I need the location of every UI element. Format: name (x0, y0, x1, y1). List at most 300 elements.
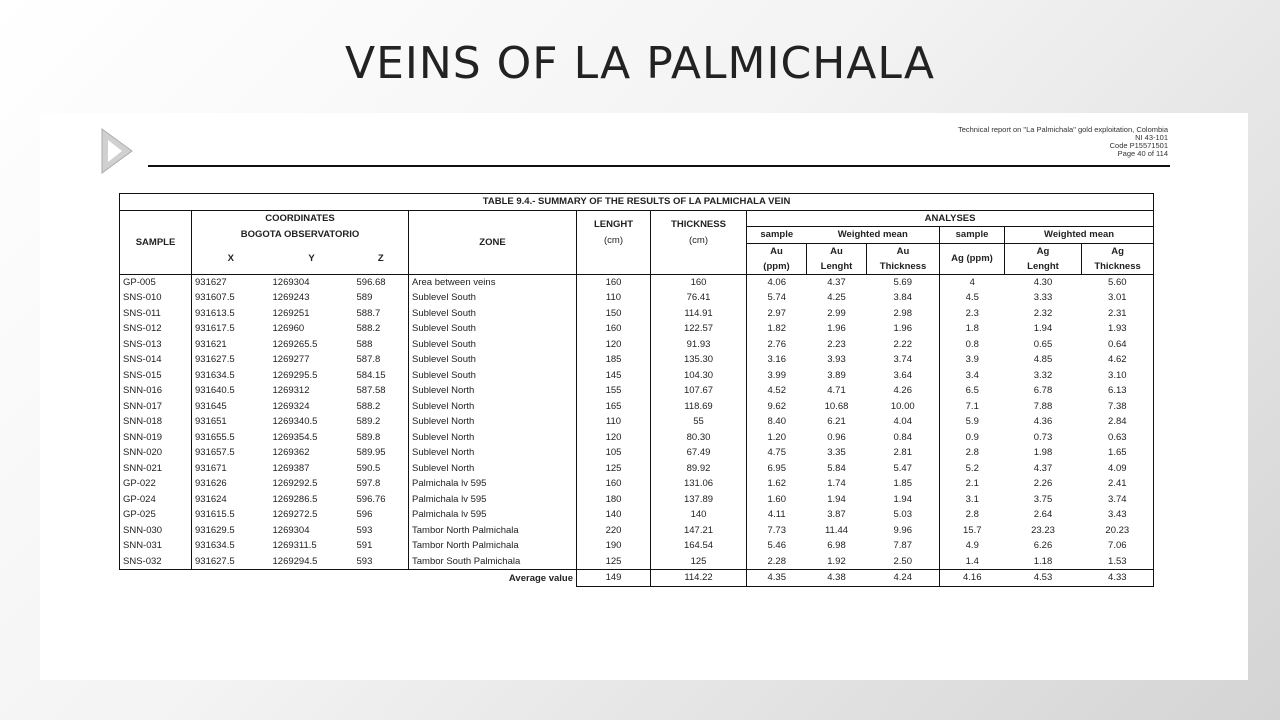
cell-ag-ppm: 6.5 (965, 385, 979, 397)
cell-ag-thickness: 2.41 (1082, 476, 1154, 492)
table-row (120, 290, 1199, 306)
table-row (120, 368, 1199, 384)
cell-ag-length: 1.98 (1033, 447, 1053, 459)
cell-x: 931627.5 (195, 354, 235, 366)
cell-length: 145 (577, 368, 651, 384)
cell-au-ppm: 5.46 (767, 540, 786, 552)
header-ag-thickness-bottom: Thickness (1094, 260, 1141, 272)
cell-ag-thickness: 2.84 (1082, 414, 1154, 430)
header-length-label: LENGHT (593, 218, 634, 230)
cell-z: 589.2 (354, 414, 409, 430)
cell-ag-length: 2.26 (1033, 478, 1053, 490)
cell-zone: Tambor South Palmichala (409, 554, 577, 570)
cell-length: 190 (577, 538, 651, 554)
cell-sample: SNN-030 (120, 523, 192, 539)
cell-x: 931634.5 (195, 369, 235, 381)
cell-zone: Sublevel North (409, 383, 577, 399)
header-length-unit: (cm) (604, 234, 623, 246)
cell-ag-length: 3.33 (1033, 292, 1053, 304)
cell-au-thickness: 2.98 (867, 306, 940, 322)
header-analyses: ANALYSES (747, 210, 1154, 227)
cell-au-ppm: 3.99 (767, 369, 786, 381)
header-bogota: BOGOTA OBSERVATORIO (192, 227, 409, 244)
cell-ag-thickness: 5.60 (1082, 274, 1154, 290)
average-length: 149 (577, 570, 651, 587)
cell-length: 150 (577, 306, 651, 322)
cell-z: 587.8 (354, 352, 409, 368)
header-z: Z (354, 243, 409, 274)
cell-x: 931671 (195, 462, 227, 474)
header-au-length-bottom: Lenght (820, 260, 853, 272)
cell-zone: Palmichala lv 595 (409, 507, 577, 523)
cell-thickness: 80.30 (651, 430, 747, 446)
cell-thickness: 137.89 (651, 492, 747, 508)
cell-zone: Sublevel North (409, 461, 577, 477)
header-au-weighted: Weighted mean (807, 227, 940, 244)
cell-au-thickness: 2.81 (867, 445, 940, 461)
cell-ag-thickness: 7.06 (1082, 538, 1154, 554)
cell-au-length: 3.89 (827, 369, 846, 381)
cell-y: 1269362 (272, 447, 310, 459)
table-row (120, 538, 1199, 554)
cell-au-thickness: 3.74 (867, 352, 940, 368)
cell-ag-ppm: 0.8 (965, 338, 979, 350)
cell-ag-ppm: 2.8 (965, 447, 979, 459)
header-au-ppm (747, 243, 807, 274)
header-au-sample: sample (747, 227, 807, 244)
header-ag-length-bottom: Lenght (1027, 260, 1059, 272)
cell-ag-ppm: 3.9 (965, 354, 979, 366)
cell-y: 1269292.5 (272, 478, 318, 490)
cell-thickness: 160 (651, 274, 747, 290)
cell-ag-length: 0.73 (1033, 431, 1053, 443)
cell-sample: SNN-031 (120, 538, 192, 554)
cell-au-length: 3.35 (827, 447, 846, 459)
cell-au-length: 10.68 (824, 400, 849, 412)
cell-au-ppm: 3.16 (767, 354, 786, 366)
cell-ag-thickness: 7.38 (1082, 399, 1154, 415)
cell-length: 160 (577, 274, 651, 290)
cell-ag-ppm: 5.9 (965, 416, 979, 428)
cell-z: 584.15 (354, 368, 409, 384)
cell-au-ppm: 1.20 (767, 431, 786, 443)
cell-length: 155 (577, 383, 651, 399)
cell-z: 596 (354, 507, 409, 523)
cell-zone: Sublevel South (409, 368, 577, 384)
cell-ag-ppm: 5.2 (965, 462, 979, 474)
cell-y: 1269251 (272, 307, 310, 319)
cell-x: 931617.5 (195, 323, 235, 335)
table-row (120, 554, 1199, 570)
cell-au-thickness: 1.94 (867, 492, 940, 508)
header-rule (148, 165, 1170, 167)
header-thickness (651, 210, 747, 274)
cell-ag-thickness: 20.23 (1082, 523, 1154, 539)
cell-y: 1269286.5 (272, 493, 318, 505)
cell-y: 1269295.5 (272, 369, 318, 381)
cell-sample: SNS-011 (120, 306, 192, 322)
cell-thickness: 114.91 (651, 306, 747, 322)
cell-ag-thickness: 0.64 (1082, 337, 1154, 353)
cell-y: 1269265.5 (272, 338, 318, 350)
cell-au-ppm: 5.74 (767, 292, 786, 304)
cell-zone: Sublevel South (409, 321, 577, 337)
cell-x: 931626 (195, 478, 227, 490)
cell-thickness: 125 (651, 554, 747, 570)
cell-au-ppm: 9.62 (767, 400, 786, 412)
cell-ag-length: 23.23 (1031, 524, 1055, 536)
cell-ag-ppm: 3.1 (965, 493, 979, 505)
cell-ag-length: 7.88 (1033, 400, 1053, 412)
cell-x: 931627 (195, 276, 227, 288)
cell-au-thickness: 2.50 (867, 554, 940, 570)
header-length (577, 210, 651, 274)
cell-x: 931621 (195, 338, 227, 350)
table-row (120, 306, 1199, 322)
header-x: X (192, 243, 270, 274)
cell-au-length: 1.92 (807, 554, 867, 570)
header-ag-length (1005, 243, 1082, 274)
cell-x: 931645 (195, 400, 227, 412)
table-body (120, 274, 1199, 586)
report-header (668, 126, 1168, 158)
table-row (120, 352, 1199, 368)
cell-sample: SNS-015 (120, 368, 192, 384)
cell-sample: SNS-014 (120, 352, 192, 368)
summary-table-wrapper (119, 193, 1198, 587)
cell-ag-ppm: 7.1 (965, 400, 979, 412)
cell-sample: SNN-019 (120, 430, 192, 446)
table-row (120, 461, 1199, 477)
cell-sample: SNS-013 (120, 337, 192, 353)
cell-zone: Palmichala lv 595 (409, 492, 577, 508)
cell-ag-thickness: 3.43 (1082, 507, 1154, 523)
cell-zone: Sublevel North (409, 399, 577, 415)
average-row (120, 570, 1199, 587)
cell-ag-length: 3.32 (1033, 369, 1053, 381)
document-page (40, 113, 1248, 680)
cell-thickness: 164.54 (651, 538, 747, 554)
cell-ag-thickness: 4.09 (1082, 461, 1154, 477)
cell-thickness: 91.93 (651, 337, 747, 353)
average-ag-ppm: 4.16 (940, 570, 1005, 587)
cell-ag-ppm: 1.8 (965, 323, 979, 335)
table-row (120, 476, 1199, 492)
cell-au-ppm: 8.40 (767, 416, 786, 428)
cell-sample: GP-022 (120, 476, 192, 492)
table-row (120, 414, 1199, 430)
header-au-thickness-top: Au (896, 245, 910, 257)
cell-z: 597.8 (354, 476, 409, 492)
cell-z: 593 (354, 523, 409, 539)
cell-thickness: 147.21 (651, 523, 747, 539)
table-caption: TABLE 9.4.- SUMMARY OF THE RESULTS OF LA PALMICHALA VEIN (120, 194, 1154, 211)
cell-ag-length: 3.75 (1033, 493, 1053, 505)
average-au-thickness: 4.24 (867, 570, 940, 587)
cell-au-thickness: 3.64 (867, 368, 940, 384)
cell-au-thickness: 9.96 (867, 523, 940, 539)
cell-au-ppm: 2.28 (747, 554, 807, 570)
cell-au-ppm: 2.76 (767, 338, 786, 350)
cell-z: 588.2 (354, 321, 409, 337)
cell-au-length: 0.96 (827, 431, 846, 443)
cell-au-length: 4.25 (827, 292, 846, 304)
header-ag-sample: sample (940, 227, 1005, 244)
table-row (120, 430, 1199, 446)
cell-length: 160 (577, 476, 651, 492)
cell-ag-ppm: 0.9 (965, 431, 979, 443)
cell-zone: Sublevel South (409, 352, 577, 368)
cell-au-thickness: 4.04 (867, 414, 940, 430)
cell-length: 125 (577, 461, 651, 477)
cell-ag-length: 0.65 (1033, 338, 1053, 350)
cell-ag-ppm: 2.3 (965, 307, 979, 319)
cell-sample: SNN-017 (120, 399, 192, 415)
header-au-ppm-top: Au (770, 245, 783, 257)
cell-au-length: 2.23 (827, 338, 846, 350)
cell-au-thickness: 2.22 (867, 337, 940, 353)
summary-table (119, 193, 1199, 587)
cell-au-ppm: 1.60 (767, 493, 786, 505)
cell-y: 1269311.5 (272, 540, 317, 552)
cell-zone: Tambor North Palmichala (409, 538, 577, 554)
cell-z: 596.68 (354, 274, 409, 290)
cell-thickness: 131.06 (651, 476, 747, 492)
cell-x: 931613.5 (195, 307, 235, 319)
header-sample: SAMPLE (120, 210, 192, 274)
cell-au-thickness: 5.47 (867, 461, 940, 477)
report-logo-icon (98, 125, 138, 177)
cell-ag-thickness: 3.74 (1082, 492, 1154, 508)
cell-au-ppm: 4.11 (767, 509, 786, 521)
cell-x: 931657.5 (195, 447, 235, 459)
cell-x: 931629.5 (195, 524, 235, 536)
table-row (120, 523, 1199, 539)
report-code-line: Code P15571501 (1109, 141, 1168, 150)
cell-ag-thickness: 1.53 (1082, 554, 1154, 570)
cell-length: 120 (577, 337, 651, 353)
header-thickness-unit: (cm) (689, 234, 708, 246)
cell-au-ppm: 1.82 (767, 323, 786, 335)
cell-sample: SNN-020 (120, 445, 192, 461)
cell-z: 589.8 (354, 430, 409, 446)
average-ag-thickness: 4.33 (1082, 570, 1154, 587)
cell-ag-thickness: 1.65 (1082, 445, 1154, 461)
table-row (120, 399, 1199, 415)
cell-ag-ppm: 1.4 (940, 554, 1005, 570)
cell-au-thickness: 7.87 (867, 538, 940, 554)
cell-au-ppm: 4.52 (767, 385, 786, 397)
cell-thickness: 135.30 (651, 352, 747, 368)
header-au-length (807, 243, 867, 274)
cell-au-ppm: 6.95 (767, 462, 786, 474)
cell-zone: Sublevel North (409, 445, 577, 461)
cell-au-length: 6.21 (827, 416, 846, 428)
cell-au-length: 1.96 (827, 323, 846, 335)
slide-title: VEINS OF LA PALMICHALA (344, 38, 936, 89)
cell-thickness: 122.57 (651, 321, 747, 337)
cell-length: 185 (577, 352, 651, 368)
cell-zone: Sublevel South (409, 337, 577, 353)
cell-ag-length: 4.37 (1033, 462, 1053, 474)
cell-ag-length: 4.36 (1033, 416, 1053, 428)
cell-au-thickness: 1.85 (867, 476, 940, 492)
table-row (120, 445, 1199, 461)
header-au-thickness-bottom: Thickness (879, 260, 927, 272)
cell-ag-ppm: 2.1 (965, 478, 979, 490)
cell-y: 1269354.5 (272, 431, 318, 443)
table-row (120, 492, 1199, 508)
cell-au-thickness: 0.84 (867, 430, 940, 446)
cell-length: 165 (577, 399, 651, 415)
cell-x: 931655.5 (195, 431, 235, 443)
cell-au-ppm: 4.06 (767, 276, 786, 288)
cell-zone: Area between veins (409, 274, 577, 290)
cell-ag-length: 4.85 (1033, 354, 1053, 366)
cell-ag-thickness: 0.63 (1082, 430, 1154, 446)
cell-z: 588.7 (354, 306, 409, 322)
cell-au-ppm: 7.73 (767, 524, 786, 536)
cell-zone: Sublevel North (409, 430, 577, 446)
cell-length: 105 (577, 445, 651, 461)
cell-sample: SNN-018 (120, 414, 192, 430)
cell-au-length: 3.93 (827, 354, 846, 366)
cell-sample: GP-025 (120, 507, 192, 523)
average-au-length: 4.38 (807, 570, 867, 587)
header-ag-thickness (1082, 243, 1154, 274)
cell-x: 931607.5 (195, 292, 235, 304)
cell-sample: SNS-012 (120, 321, 192, 337)
header-ag-thickness-top: Ag (1111, 245, 1124, 257)
header-au-thickness (867, 243, 940, 274)
cell-length: 160 (577, 321, 651, 337)
cell-au-length: 3.87 (827, 509, 846, 521)
header-thickness-label: THICKNESS (671, 218, 726, 230)
cell-au-length: 2.99 (827, 307, 846, 319)
cell-ag-length: 6.26 (1033, 540, 1053, 552)
cell-thickness: 89.92 (651, 461, 747, 477)
cell-ag-length: 1.94 (1033, 323, 1053, 335)
cell-au-length: 5.84 (827, 462, 846, 474)
cell-au-ppm: 4.75 (767, 447, 786, 459)
report-title-line: Technical report on "La Palmichala" gold exploitation, Colombia (957, 125, 1168, 134)
cell-z: 587.58 (354, 383, 409, 399)
average-au-ppm: 4.35 (747, 570, 807, 587)
cell-au-thickness: 3.84 (867, 290, 940, 306)
cell-y: 1269304 (272, 276, 310, 288)
cell-sample: SNS-010 (120, 290, 192, 306)
header-ag-length-top: Ag (1036, 245, 1050, 257)
table-row (120, 383, 1199, 399)
cell-au-thickness: 5.03 (867, 507, 940, 523)
cell-x: 931651 (195, 416, 227, 428)
cell-sample: SNN-016 (120, 383, 192, 399)
cell-z: 588.2 (354, 399, 409, 415)
cell-ag-ppm: 15.7 (963, 524, 982, 536)
cell-z: 589 (354, 290, 409, 306)
cell-au-thickness: 4.26 (867, 383, 940, 399)
table-row (120, 337, 1199, 353)
cell-length: 125 (577, 554, 651, 570)
cell-x: 931634.5 (195, 540, 235, 552)
header-ag-ppm: Ag (ppm) (940, 243, 1005, 274)
cell-length: 180 (577, 492, 651, 508)
cell-sample: GP-024 (120, 492, 192, 508)
cell-sample: SNN-021 (120, 461, 192, 477)
cell-y: 1269340.5 (272, 416, 318, 428)
cell-au-ppm: 1.62 (767, 478, 786, 490)
cell-ag-length: 2.32 (1033, 307, 1053, 319)
cell-ag-length: 6.78 (1033, 385, 1053, 397)
cell-au-length: 4.37 (827, 276, 846, 288)
cell-ag-length: 4.30 (1033, 276, 1053, 288)
cell-au-ppm: 2.97 (767, 307, 786, 319)
cell-y: 1269272.5 (272, 509, 318, 521)
cell-z: 596.76 (354, 492, 409, 508)
cell-thickness: 104.30 (651, 368, 747, 384)
cell-au-length: 6.98 (827, 540, 846, 552)
cell-length: 220 (577, 523, 651, 539)
cell-y: 1269387 (272, 462, 310, 474)
cell-length: 110 (577, 290, 651, 306)
header-au-ppm-bottom: (ppm) (763, 260, 790, 272)
cell-au-length: 11.44 (824, 524, 849, 536)
cell-au-length: 1.74 (827, 478, 846, 490)
cell-thickness: 67.49 (651, 445, 747, 461)
cell-thickness: 140 (651, 507, 747, 523)
cell-zone: Sublevel North (409, 414, 577, 430)
cell-ag-thickness: 1.93 (1082, 321, 1154, 337)
cell-length: 110 (577, 414, 651, 430)
cell-x: 931624 (195, 493, 227, 505)
cell-ag-thickness: 3.01 (1082, 290, 1154, 306)
cell-zone: Tambor North Palmichala (409, 523, 577, 539)
cell-ag-ppm: 4.9 (965, 540, 979, 552)
cell-sample: SNS-032 (120, 554, 192, 570)
average-thickness: 114.22 (651, 570, 747, 587)
cell-y: 1269324 (272, 400, 310, 412)
cell-length: 120 (577, 430, 651, 446)
cell-ag-thickness: 3.10 (1082, 368, 1154, 384)
cell-thickness: 55 (651, 414, 747, 430)
cell-x: 931627.5 (192, 554, 270, 570)
cell-sample: GP-005 (120, 274, 192, 290)
cell-z: 593 (354, 554, 409, 570)
cell-zone: Sublevel South (409, 290, 577, 306)
cell-y: 1269304 (272, 524, 310, 536)
cell-z: 590.5 (354, 461, 409, 477)
cell-au-thickness: 5.69 (867, 274, 940, 290)
cell-y: 1269294.5 (270, 554, 354, 570)
cell-ag-ppm: 3.4 (965, 369, 979, 381)
report-standard-line: NI 43-101 (1135, 133, 1168, 142)
cell-ag-length: 1.18 (1005, 554, 1082, 570)
header-coordinates: COORDINATES (192, 210, 409, 227)
cell-zone: Palmichala lv 595 (409, 476, 577, 492)
cell-y: 126960 (272, 323, 305, 335)
table-row (120, 507, 1199, 523)
cell-thickness: 76.41 (651, 290, 747, 306)
cell-ag-ppm: 4 (969, 276, 975, 288)
cell-z: 591 (354, 538, 409, 554)
cell-zone: Sublevel South (409, 306, 577, 322)
cell-ag-length: 2.64 (1033, 509, 1053, 521)
cell-au-length: 1.94 (827, 493, 846, 505)
report-page-line: Page 40 of 114 (1117, 149, 1168, 158)
header-zone: ZONE (409, 210, 577, 274)
average-ag-length: 4.53 (1005, 570, 1082, 587)
cell-length: 140 (577, 507, 651, 523)
